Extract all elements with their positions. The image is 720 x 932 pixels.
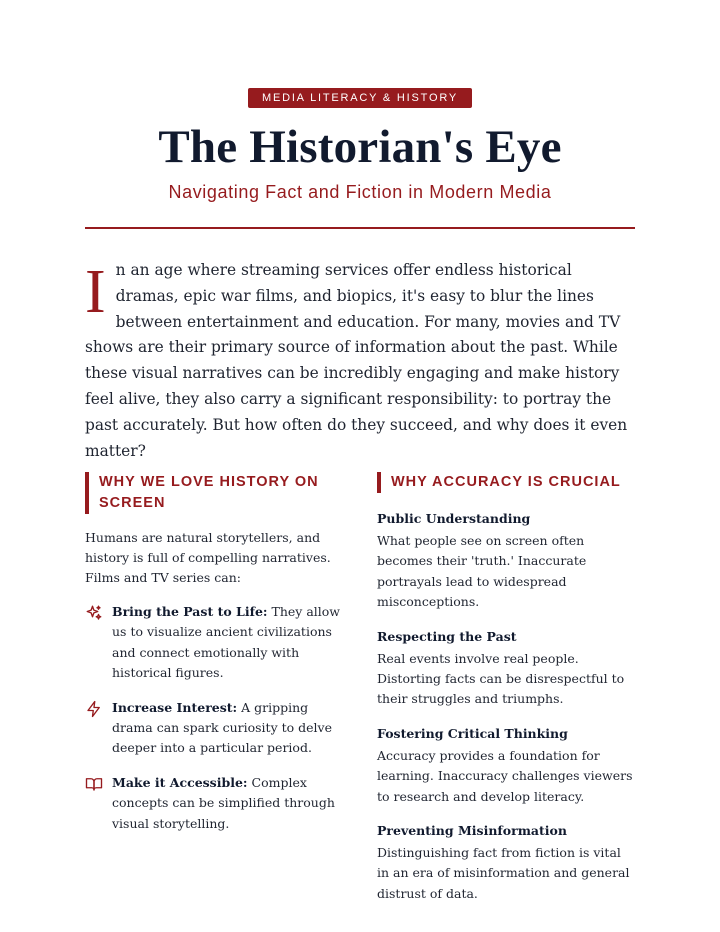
reason-title: Fostering Critical Thinking bbox=[377, 725, 568, 741]
intro-paragraph bbox=[85, 258, 637, 464]
page-title: The Historian's Eye bbox=[158, 121, 562, 173]
reason-title: Public Understanding bbox=[377, 511, 531, 526]
book-open-icon bbox=[85, 775, 103, 793]
header-divider bbox=[85, 227, 635, 229]
reason-item bbox=[377, 509, 635, 613]
right-section-heading: WHY ACCURACY IS CRUCIAL bbox=[377, 472, 635, 493]
feature-title: Bring the Past to Life: bbox=[112, 604, 268, 619]
right-column bbox=[377, 472, 635, 904]
left-section-heading: WHY WE LOVE HISTORY ON SCREEN bbox=[85, 472, 347, 514]
feature-title: Make it Accessible: bbox=[112, 774, 248, 790]
feature-text: A gripping drama can spark curiosity to delve deeper into a particular period. bbox=[112, 699, 332, 756]
category-badge: MEDIA LITERACY & HISTORY bbox=[248, 88, 472, 108]
reasons-list bbox=[377, 509, 635, 904]
left-intro-text: Humans are natural storytellers, and history is full of compelling narratives. Films and TV series can: bbox=[85, 530, 331, 585]
feature-item bbox=[85, 773, 347, 834]
drop-cap: I bbox=[85, 258, 106, 326]
intro-text: n an age where streaming services offer endless historical dramas, epic war films, and biopics, it's easy to blur the lines between entertainment and education. For many, movies and TV shows are their primary source of information about the past. While these visual narratives can be incredibly engaging and make history feel alive, they also carry a significant responsibility: to portray the past accurately. But how often do they succeed, and why does it even matter? bbox=[85, 261, 628, 460]
reason-item bbox=[377, 724, 635, 807]
feature-text: Complex concepts can be simplified through visual storytelling. bbox=[112, 774, 335, 831]
feature-title: Increase Interest: bbox=[112, 699, 238, 715]
page-subtitle: Navigating Fact and Fiction in Modern Media bbox=[168, 182, 552, 202]
reason-text: Distinguishing fact from fiction is vital in an era of misinformation and general distrust of data. bbox=[377, 845, 630, 901]
lightning-icon bbox=[85, 700, 103, 718]
reason-title: Respecting the Past bbox=[377, 628, 517, 644]
feature-item bbox=[85, 698, 347, 759]
reason-text: Real events involve real people. Distorting facts can be disrespectful to their struggles and triumphs. bbox=[377, 650, 625, 707]
reason-text: What people see on screen often becomes their 'truth.' Inaccurate portrayals lead to widespread misconceptions. bbox=[377, 533, 587, 610]
feature-item bbox=[85, 602, 347, 684]
badge-container bbox=[0, 86, 720, 108]
reason-text: Accuracy provides a foundation for learning. Inaccuracy challenges viewers to research and develop literacy. bbox=[377, 747, 633, 804]
reason-title: Preventing Misinformation bbox=[377, 823, 567, 839]
feature-text: They allow us to visualize ancient civilizations and connect emotionally with historical figures. bbox=[112, 604, 340, 681]
sparkles-icon bbox=[85, 604, 103, 622]
reason-item bbox=[377, 627, 635, 710]
reason-item bbox=[377, 821, 635, 904]
left-column bbox=[85, 472, 347, 834]
